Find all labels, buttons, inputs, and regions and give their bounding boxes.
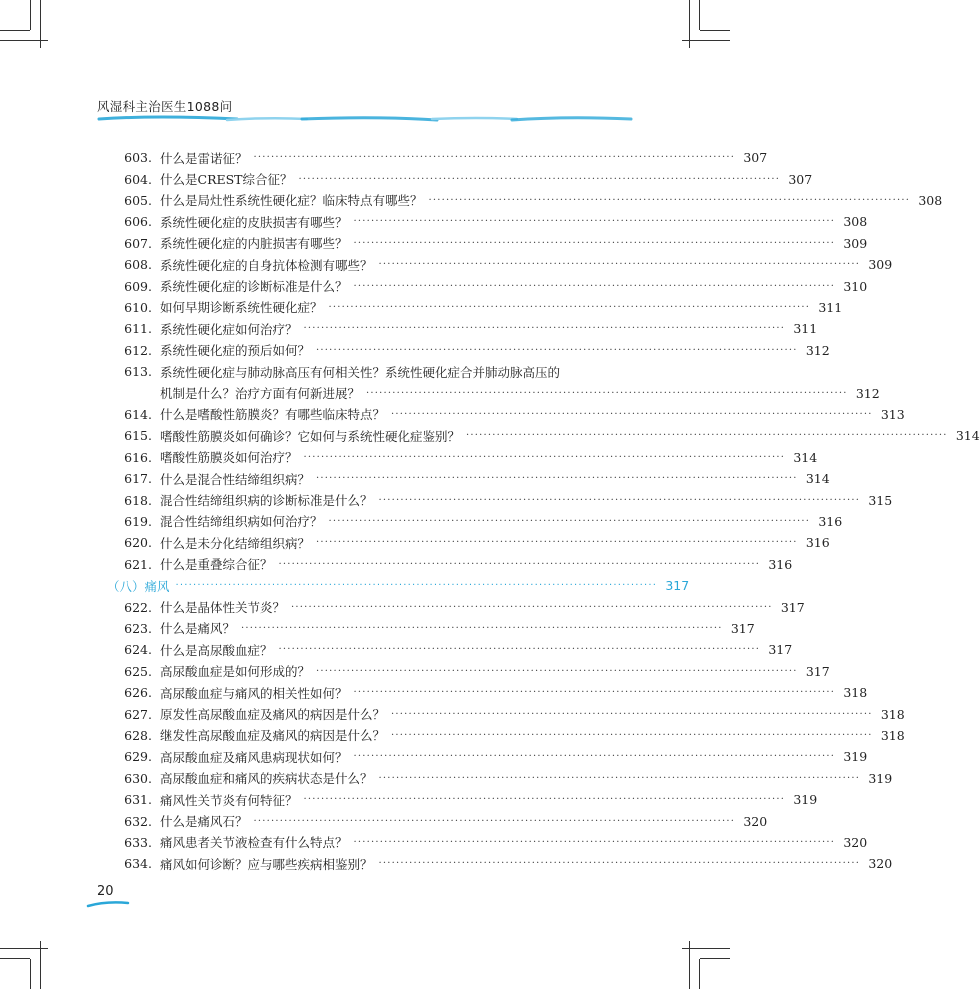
footer-decorative-swoosh [86,900,130,908]
entry-page: 310 [843,278,868,294]
entry-page: 316 [805,535,830,551]
dot-leader: ·············································································································· [278,558,761,570]
entry-number: 622. [124,599,152,615]
entry-number: 603. [124,150,152,166]
entry-page: 317 [730,620,755,636]
dot-leader: ·············································································································· [298,173,781,185]
toc-entry [97,725,905,746]
entry-title: 什么是嗜酸性筋膜炎？有哪些临床特点？ [160,407,386,423]
entry-number: 633. [124,834,152,850]
entry-page: 308 [843,214,868,230]
entry-page: 314 [955,428,980,444]
dot-leader: ·············································································································· [175,580,658,592]
dot-leader: ·············································································································· [303,451,786,463]
entry-page: 314 [793,449,818,465]
entry-page: 318 [880,727,905,743]
entry-page: 320 [843,834,868,850]
entry-page: 307 [788,171,813,187]
toc-entry [97,447,818,468]
entry-page: 313 [880,406,905,422]
dot-leader: ·············································································································· [328,301,811,313]
dot-leader: ·············································································································· [466,430,948,442]
toc-entry [97,554,793,575]
dot-leader: ·············································································································· [391,729,873,741]
entry-page: 317 [768,642,793,658]
toc-entry [97,532,830,553]
entry-title: 痛风患者关节液检查有什么特点？ [160,835,348,851]
header-decorative-rule [97,114,633,124]
entry-title: 继发性高尿酸血症及痛风的病因是什么？ [160,728,386,744]
entry-number: 616. [124,449,152,465]
toc-entry [97,489,893,510]
dot-leader: ·············································································································· [291,601,773,613]
dot-leader: ·············································································································· [303,794,786,806]
toc-entry [97,425,980,446]
toc-entry [97,297,843,318]
toc-entry [97,254,893,275]
entry-title: 原发性高尿酸血症及痛风的病因是什么？ [160,707,386,723]
dot-leader: ·············································································································· [278,644,761,656]
dot-leader: ·············································································································· [378,259,861,271]
entry-page: 312 [805,342,830,358]
toc-entry [97,211,868,232]
toc-entry [97,639,793,660]
dot-leader: ·············································································································· [378,494,861,506]
toc-entry [97,768,893,789]
toc-entry [97,275,868,296]
dot-leader: ·············································································································· [378,858,861,870]
entry-number: 623. [124,620,152,636]
entry-page: 318 [843,685,868,701]
toc-entry [97,190,943,211]
entry-number: 614. [124,406,152,422]
entry-number: 629. [124,749,152,765]
entry-page: 319 [843,749,868,765]
entry-page: 317 [780,599,805,615]
entry-page: 320 [743,813,768,829]
dot-leader: ·············································································································· [366,387,848,399]
entry-title: 系统性硬化症的内脏损害有哪些？ [160,236,348,252]
entry-number: 607. [124,235,152,251]
entry-number: 604. [124,171,152,187]
toc-section-heading [97,575,690,596]
toc-entry [97,468,830,489]
toc-entry [97,361,633,382]
page-number: 20 [97,884,114,899]
entry-page: 309 [868,257,893,273]
dot-leader: ·············································································································· [253,152,736,164]
section-page: 317 [665,578,690,594]
entry-number: 611. [124,321,152,337]
entry-number: 609. [124,278,152,294]
entry-title: 什么是高尿酸血症？ [160,642,273,658]
entry-title: 系统性硬化症如何治疗？ [160,321,298,337]
toc-entry [97,789,818,810]
toc-entry-continuation [97,382,880,403]
entry-number: 632. [124,813,152,829]
entry-number: 612. [124,342,152,358]
dot-leader: ·············································································································· [303,323,786,335]
entry-page: 316 [818,513,843,529]
entry-title: 如何早期诊断系统性硬化症？ [160,300,323,316]
entry-title: 什么是未分化结缔组织病？ [160,535,311,551]
entry-title: 什么是晶体性关节炎？ [160,600,286,616]
entry-page: 309 [843,235,868,251]
dot-leader: ·············································································································· [391,408,873,420]
toc-entry [97,703,905,724]
toc-entry [97,746,868,767]
entry-title: 嗜酸性筋膜炎如何治疗？ [160,450,298,466]
toc-entry [97,661,830,682]
entry-number: 630. [124,770,152,786]
entry-title: 什么是混合性结缔组织病？ [160,471,311,487]
dot-leader: ·············································································································· [353,687,836,699]
entry-title: 混合性结缔组织病如何治疗？ [160,514,323,530]
dot-leader: ·············································································································· [353,751,836,763]
entry-page: 316 [768,556,793,572]
entry-page: 307 [743,150,768,166]
entry-page: 308 [918,192,943,208]
dot-leader: ·············································································································· [316,344,798,356]
entry-number: 615. [124,428,152,444]
toc-entry [97,168,813,189]
entry-title: 高尿酸血症是如何形成的？ [160,664,311,680]
toc-entry [97,618,755,639]
entry-number: 618. [124,492,152,508]
running-head-title: 风湿科主治医生1088问 [97,99,233,114]
entry-page: 319 [868,770,893,786]
entry-page: 315 [868,492,893,508]
toc-entry [97,832,868,853]
dot-leader: ·············································································································· [391,708,873,720]
entry-number: 620. [124,535,152,551]
dot-leader: ·············································································································· [428,194,911,206]
entry-page: 320 [868,856,893,872]
toc-entry [97,511,843,532]
toc-entry [97,682,868,703]
dot-leader: ·············································································································· [316,537,798,549]
entry-page: 314 [805,471,830,487]
toc-entry [97,404,905,425]
entry-number: 625. [124,663,152,679]
entry-title: 什么是重叠综合征？ [160,557,273,573]
entry-title: 系统性硬化症的诊断标准是什么？ [160,279,348,295]
entry-title: 系统性硬化症的自身抗体检测有哪些？ [160,257,373,273]
entry-number: 631. [124,792,152,808]
dot-leader: ·············································································································· [378,772,861,784]
entry-title: 痛风性关节炎有何特征？ [160,792,298,808]
entry-title: 什么是痛风石？ [160,814,248,830]
entry-title: 高尿酸血症和痛风的疾病状态是什么？ [160,771,373,787]
dot-leader: ·············································································································· [353,216,836,228]
dot-leader: ·············································································································· [241,622,723,634]
entry-number: 610. [124,299,152,315]
dot-leader: ·············································································································· [328,515,811,527]
entry-number: 606. [124,214,152,230]
entry-number: 628. [124,727,152,743]
toc-entry [97,318,818,339]
entry-number: 627. [124,706,152,722]
entry-number: 634. [124,856,152,872]
dot-leader: ·············································································································· [353,836,836,848]
dot-leader: ·············································································································· [353,237,836,249]
dot-leader: ·············································································································· [316,665,798,677]
entry-page: 317 [805,663,830,679]
toc-entry [97,810,768,831]
entry-number: 613. [124,364,152,380]
entry-page: 312 [855,385,880,401]
entry-number: 626. [124,685,152,701]
entry-number: 605. [124,192,152,208]
entry-title: 什么是局灶性系统性硬化症？临床特点有哪些？ [160,193,423,209]
entry-title: 痛风如何诊断？应与哪些疾病相鉴别？ [160,856,373,872]
entry-title: 高尿酸血症及痛风患病现状如何？ [160,749,348,765]
entry-number: 608. [124,257,152,273]
toc-entry [97,596,805,617]
section-title: （八）痛风 [107,578,170,594]
dot-leader: ·············································································································· [353,280,836,292]
entry-title: 什么是雷诺征？ [160,150,248,166]
entry-number: 624. [124,642,152,658]
entry-title: 系统性硬化症与肺动脉高压有何相关性？系统性硬化症合并肺动脉高压的 [160,364,561,380]
dot-leader: ·············································································································· [253,815,736,827]
dot-leader: ·············································································································· [316,473,798,485]
entry-title: 机制是什么？治疗方面有何新进展？ [160,386,361,402]
entry-page: 318 [880,706,905,722]
entry-page: 311 [793,321,818,337]
entry-number: 621. [124,556,152,572]
toc-entry [97,340,830,361]
entry-title: 高尿酸血症与痛风的相关性如何？ [160,685,348,701]
entry-title: 系统性硬化症的预后如何？ [160,343,311,359]
entry-title: 什么是痛风？ [160,621,236,637]
entry-title: 什么是CREST综合征？ [160,172,293,188]
entry-number: 617. [124,471,152,487]
toc-entry [97,233,868,254]
entry-number: 619. [124,513,152,529]
toc-entry [97,147,768,168]
entry-page: 311 [818,299,843,315]
entry-title: 嗜酸性筋膜炎如何确诊？它如何与系统性硬化症鉴别？ [160,428,461,444]
entry-page: 319 [793,792,818,808]
entry-title: 混合性结缔组织病的诊断标准是什么？ [160,493,373,509]
entry-title: 系统性硬化症的皮肤损害有哪些？ [160,214,348,230]
toc-entry [97,853,893,874]
